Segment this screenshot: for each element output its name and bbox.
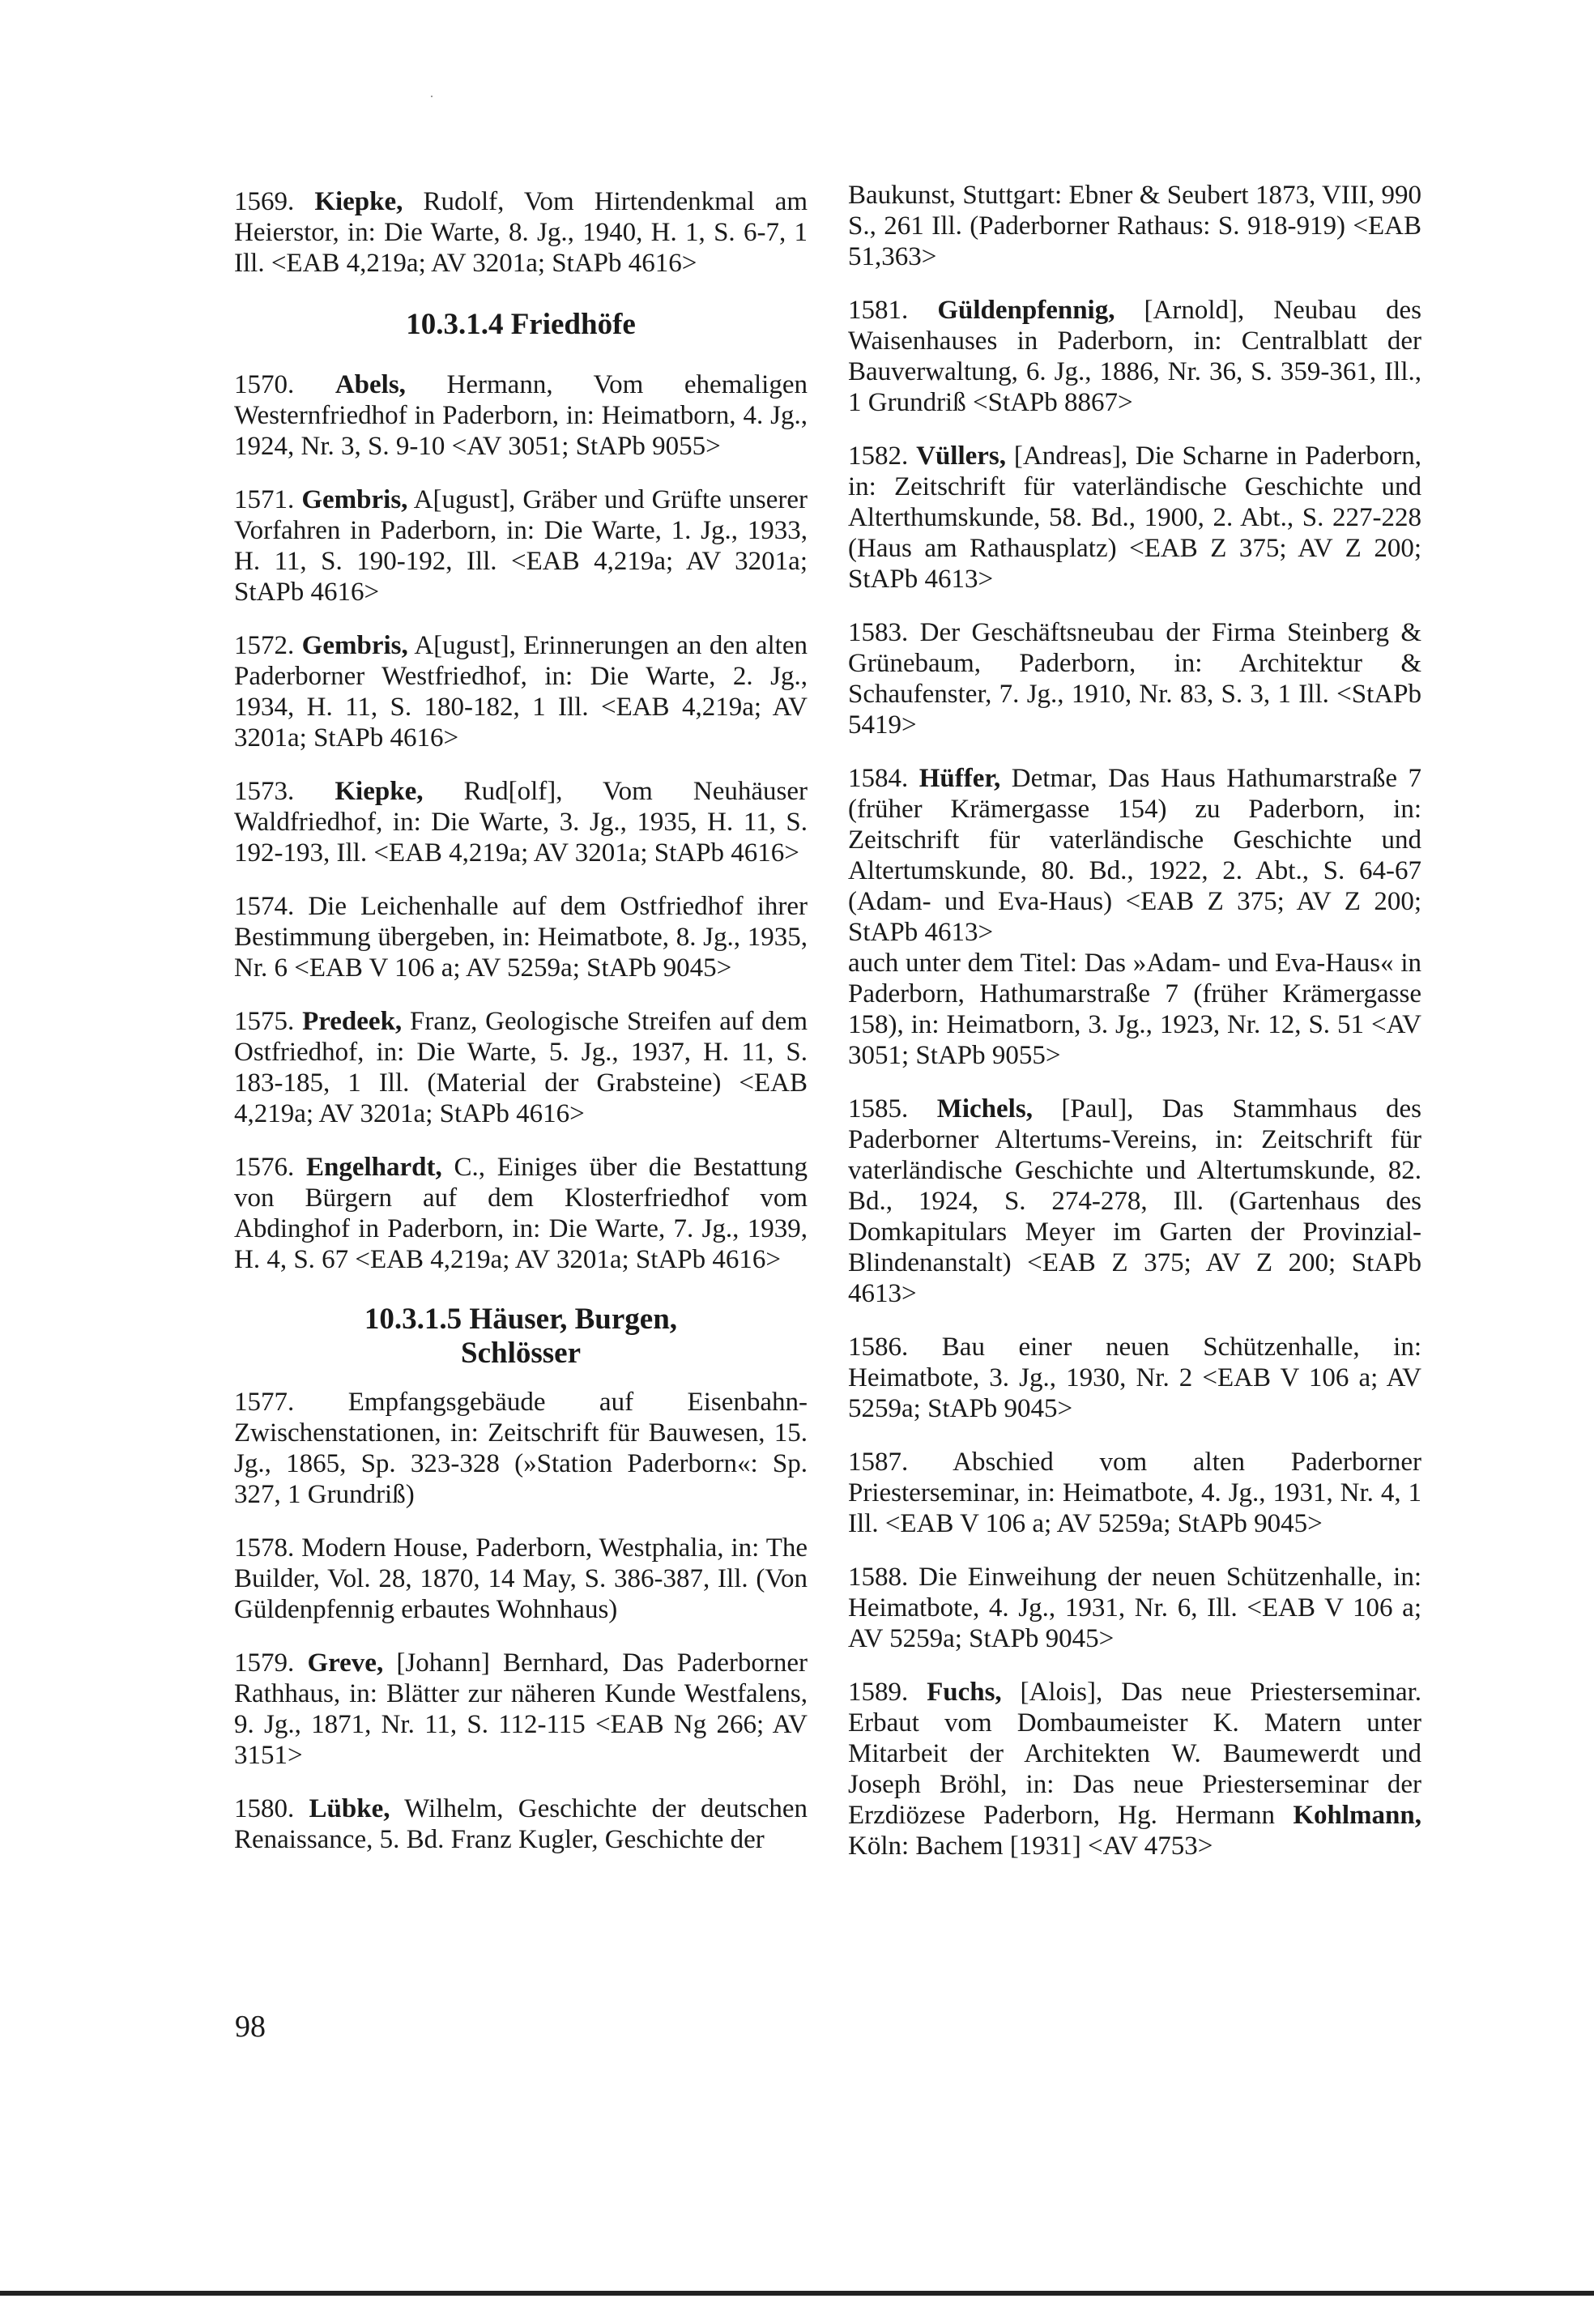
entry-text: Detmar, Das Haus Hathumarstraße 7 (früher Krämergasse 154) zu Paderborn, in: Zeitschrift für vaterländische Geschichte und Altertumskunde, 80. Bd., 1922, 2. Abt., S. 64-67 (Adam- und Eva-Haus) <EAB Z 375; AV Z 200; StAPb 4613> xyxy=(848,764,1422,947)
entry-text: [Johann] Bernhard, Das Paderborner Rathhaus, in: Blätter zur näheren Kunde Westfalens, 9. Jg., 1871, Nr. 11, S. 112-115 <EAB Ng 266; AV 3151> xyxy=(234,1648,808,1770)
entry-text: [Alois], Das neue Priesterseminar. Erbaut vom Dombaumeister K. Matern unter Mitarbeit der Architekten W. Baumewerdt und Joseph Bröhl, in: Das neue Priesterseminar der Erzdiözese Paderborn, Hg. Hermann xyxy=(848,1678,1422,1830)
bibliography-entry xyxy=(234,1648,808,1771)
bibliography-entry xyxy=(848,1562,1421,1654)
entry-author: Predeek, xyxy=(302,1007,403,1036)
entry-number: 1579. xyxy=(234,1648,295,1678)
entry-author: Greve, xyxy=(307,1648,384,1678)
entry-number: 1571. xyxy=(234,485,295,514)
entry-text: Empfangsgebäude auf Eisenbahn-Zwischenstationen, in: Zeitschrift für Bauwesen, 15. Jg., 1865, Sp. 323-328 (»Station Paderborn«: Sp. 327, 1 Grundriß) xyxy=(234,1388,808,1509)
bibliography-entry xyxy=(234,630,808,753)
entry-text: Wilhelm, Geschichte der deutschen Renaissance, 5. Bd. Franz Kugler, Geschichte der xyxy=(234,1794,808,1854)
section-heading: 10.3.1.4 Friedhöfe xyxy=(406,308,636,341)
section-heading-line: 10.3.1.5 Häuser, Burgen, xyxy=(364,1303,678,1336)
bibliography-entry xyxy=(848,617,1421,740)
bibliography-entry xyxy=(234,776,808,868)
bibliography-entry xyxy=(848,1332,1421,1424)
entry-number: 1570. xyxy=(234,370,295,399)
entry-number: 1577. xyxy=(234,1388,295,1417)
bottom-rule xyxy=(0,2291,1594,2296)
bibliography-entry xyxy=(234,1793,808,1855)
entry-text: [Arnold], Neubau des Waisenhauses in Paderborn, in: Centralblatt der Bauverwaltung, 6. Jg., 1886, Nr. 36, S. 359-361, Ill., 1 Grundriß <StAPb 8867> xyxy=(848,296,1421,417)
entry-author: Kiepke, xyxy=(314,187,403,216)
entry-text: Bau einer neuen Schützenhalle, in: Heimatbote, 3. Jg., 1930, Nr. 2 <EAB V 106 a; AV 5259a; StAPb 9045> xyxy=(848,1333,1421,1423)
bibliography-entry xyxy=(234,891,808,983)
entry-author: Fuchs, xyxy=(927,1678,1002,1707)
entry-number: 1585. xyxy=(848,1094,909,1124)
bibliography-entry xyxy=(234,1533,808,1625)
bibliography-entry xyxy=(234,1006,808,1129)
entry-author: Michels, xyxy=(936,1094,1033,1124)
bibliography-entry xyxy=(234,1152,808,1275)
entry-text: Köln: Bachem [1931] <AV 4753> xyxy=(848,1831,1213,1861)
bibliography-entry xyxy=(234,186,808,279)
entry-number: 1587. xyxy=(848,1448,909,1477)
page-number: 98 xyxy=(235,2010,266,2044)
entry-number: 1581. xyxy=(848,296,909,325)
entry-number: 1580. xyxy=(234,1794,295,1823)
entry-text: A[ugust], Gräber und Grüfte unserer Vorfahren in Paderborn, in: Die Warte, 1. Jg., 1933, H. 11, S. 190-192, Ill. <EAB 4,219a; AV 3201a; StAPb 4616> xyxy=(234,485,808,607)
entry-text: A[ugust], Erinnerungen an den alten Paderborner Westfriedhof, in: Die Warte, 2. Jg., 1934, H. 11, S. 180-182, 1 Ill. <EAB 4,219a; AV 3201a; StAPb 4616> xyxy=(234,631,808,753)
entry-author: Vüllers, xyxy=(916,441,1007,471)
entry-number: 1573. xyxy=(234,777,295,806)
bibliography-entry xyxy=(848,1447,1421,1539)
right-column xyxy=(848,180,1421,1884)
entry-number: 1578. xyxy=(234,1533,295,1563)
entry-text: Rud[olf], Vom Neuhäuser Waldfriedhof, in: Die Warte, 3. Jg., 1935, H. 11, S. 192-193, Ill. <EAB 4,219a; AV 3201a; StAPb 4616> xyxy=(234,777,808,868)
entry-extra-text: auch unter dem Titel: Das »Adam- und Eva-Haus« in Paderborn, Hathumarstraße 7 (früher Krämergasse 158), in: Heimatborn, 3. Jg., 1923, Nr. 12, S. 51 <AV 3051; StAPb 9055> xyxy=(848,949,1421,1070)
bibliography-entry xyxy=(848,180,1421,272)
entry-number: 1583. xyxy=(848,618,909,647)
entry-text: Baukunst, Stuttgart: Ebner & Seubert 1873, VIII, 990 S., 261 Ill. (Paderborner Rathaus: S. 918-919) <EAB 51,363> xyxy=(848,181,1421,271)
bibliography-entry xyxy=(848,295,1421,418)
entry-number: 1586. xyxy=(848,1333,909,1362)
bibliography-entry xyxy=(234,369,808,462)
entry-author: Kohlmann, xyxy=(1293,1801,1421,1830)
entry-author: Lübke, xyxy=(309,1794,390,1823)
entry-text: Hermann, Vom ehemaligen Westernfriedhof in Paderborn, in: Heimatborn, 4. Jg., 1924, Nr. 3, S. 9-10 <AV 3051; StAPb 9055> xyxy=(234,370,808,461)
entry-text: Modern House, Paderborn, Westphalia, in: The Builder, Vol. 28, 1870, 14 May, S. 386-387, Ill. (Von Güldenpfennig erbautes Wohnhaus) xyxy=(234,1533,808,1624)
entry-number: 1572. xyxy=(234,631,295,660)
entry-author: Hüffer, xyxy=(918,764,1001,793)
entry-text: Franz, Geologische Streifen auf dem Ostfriedhof, in: Die Warte, 5. Jg., 1937, H. 11, S. 183-185, 1 Ill. (Material der Grabsteine) <EAB 4,219a; AV 3201a; StAPb 4616> xyxy=(234,1007,808,1128)
entry-number: 1588. xyxy=(848,1563,909,1592)
entry-text: Rudolf, Vom Hirtendenkmal am Heierstor, in: Die Warte, 8. Jg., 1940, H. 1, S. 6-7, 1 Ill. <EAB 4,219a; AV 3201a; StAPb 4616> xyxy=(234,187,808,278)
entry-author: Gembris, xyxy=(301,631,408,660)
bibliography-entry xyxy=(234,1387,808,1510)
bibliography-entry xyxy=(848,763,1421,1071)
entry-text: [Paul], Das Stammhaus des Paderborner Altertums-Vereins, in: Zeitschrift für vaterländische Geschichte und Altertumskunde, 82. Bd., 1924, S. 274-278, Ill. (Gartenhaus des Domkapitulars Meyer im Garten der Provinzial-Blindenanstalt) <EAB Z 375; AV Z 200; StAPb 4613> xyxy=(848,1094,1422,1308)
entry-number: 1569. xyxy=(234,187,295,216)
entry-number: 1589. xyxy=(848,1678,909,1707)
section-heading-line: Schlösser xyxy=(461,1337,581,1370)
entry-text: Die Einweihung der neuen Schützenhalle, in: Heimatbote, 4. Jg., 1931, Nr. 6, Ill. <EAB V 106 a; AV 5259a; StAPb 9045> xyxy=(848,1563,1421,1653)
entry-text: [Andreas], Die Scharne in Paderborn, in: Zeitschrift für vaterländische Geschichte und Alterthumskunde, 58. Bd., 1900, 2. Abt., S. 227-228 (Haus am Rathausplatz) <EAB Z 375; AV Z 200; StAPb 4613> xyxy=(848,441,1421,594)
entry-author: Gembris, xyxy=(301,485,408,514)
entry-text: C., Einiges über die Bestattung von Bürgern auf dem Klosterfriedhof vom Abdinghof in Paderborn, in: Die Warte, 7. Jg., 1939, H. 4, S. 67 <EAB 4,219a; AV 3201a; StAPb 4616> xyxy=(234,1153,808,1274)
entry-number: 1574. xyxy=(234,892,295,921)
entry-number: 1575. xyxy=(234,1007,295,1036)
bibliography-entry xyxy=(848,1677,1421,1861)
section-heading xyxy=(234,1303,808,1371)
entry-author: Güldenpfennig, xyxy=(937,296,1115,325)
entry-text: Der Geschäftsneubau der Firma Steinberg & Grünebaum, Paderborn, in: Architektur & Schaufenster, 7. Jg., 1910, Nr. 83, S. 3, 1 Ill. <StAPb 5419> xyxy=(848,618,1422,740)
entry-author: Kiepke, xyxy=(335,777,424,806)
entry-text: Abschied vom alten Paderborner Priesterseminar, in: Heimatbote, 4. Jg., 1931, Nr. 4, 1 Ill. <EAB V 106 a; AV 5259a; StAPb 9045> xyxy=(848,1448,1421,1538)
scan-speck xyxy=(431,96,433,97)
entry-text: Die Leichenhalle auf dem Ostfriedhof ihrer Bestimmung übergeben, in: Heimatbote, 8. Jg., 1935, Nr. 6 <EAB V 106 a; AV 5259a; StAPb 9045> xyxy=(234,892,808,983)
entry-author: Engelhardt, xyxy=(305,1153,442,1182)
bibliography-entry xyxy=(234,484,808,608)
entry-number: 1576. xyxy=(234,1153,295,1182)
left-column xyxy=(234,186,808,1878)
bibliography-entry xyxy=(848,441,1421,595)
entry-number: 1584. xyxy=(848,764,909,793)
bibliography-entry xyxy=(848,1094,1421,1309)
entry-number: 1582. xyxy=(848,441,909,471)
entry-author: Abels, xyxy=(335,370,406,399)
